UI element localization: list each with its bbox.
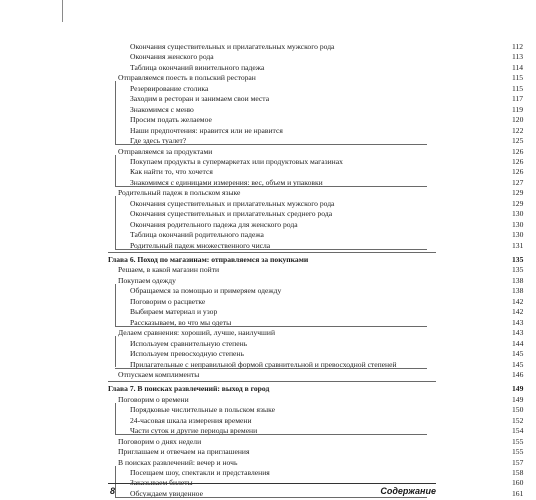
toc-entry-title: Посещаем шоу, спектакли и представления [130, 468, 270, 477]
toc-entry-title: Прилагательные с неправильной формой сравнительной и превосходной степеней [130, 359, 397, 369]
toc-entry-page: 131 [512, 240, 524, 250]
toc-section [118, 275, 524, 286]
toc-subsection [130, 167, 524, 177]
toc-subsection [130, 94, 524, 104]
toc-entry-title: Глава 7. В поисках развлечений: выход в город [108, 384, 270, 394]
toc-entry-page: 127 [512, 177, 524, 187]
toc-subsection [130, 198, 524, 209]
toc-entry-title: Знакомимся с меню [130, 104, 194, 114]
toc-entry-title: Наши предпочтения: нравится или не нравится [130, 125, 283, 135]
toc-entry-page: 157 [512, 457, 524, 467]
toc-subsection [130, 156, 524, 167]
toc-entry-title: Обсуждаем увиденное [130, 488, 203, 498]
toc-entry-title: Таблица окончаний родительного падежа [130, 230, 264, 240]
toc-entry-page: 112 [512, 42, 524, 51]
toc-entry-page: 115 [512, 83, 524, 93]
toc-subsection [130, 230, 524, 240]
toc-entry-page: 115 [512, 73, 524, 83]
running-title: Содержание [380, 486, 436, 496]
section-underline [115, 249, 427, 250]
toc-entry-page: 161 [512, 488, 524, 498]
toc-subsection [130, 296, 524, 307]
toc-entry-title: Родительный падеж в польском языке [118, 188, 241, 198]
toc-subsection [130, 42, 524, 52]
toc-entry-page: 145 [512, 349, 524, 359]
toc-entry-page: 130 [512, 209, 524, 219]
toc-entry-title: Окончания существительных и прилагательных мужского рода [130, 42, 335, 51]
toc-subsection [130, 415, 524, 426]
toc-entry-title: Покупаем одежду [118, 275, 176, 285]
section-bracket [115, 466, 116, 497]
toc-entry-page: 155 [512, 447, 524, 457]
toc-entry-title: Знакомимся с единицами измерения: вес, объем и упаковки [130, 177, 323, 187]
toc-entry-title: Просим подать желаемое [130, 115, 212, 125]
section-bracket [115, 196, 116, 248]
toc-section [118, 188, 524, 198]
toc-subsection [130, 52, 524, 62]
toc-entry-title: Порядковые числительные в польском языке [130, 405, 275, 415]
toc-section [118, 394, 524, 405]
toc-entry-title: 24-часовая шкала измерения времени [130, 415, 252, 425]
toc-entry-page: 143 [512, 328, 524, 338]
toc-entry-page: 129 [512, 198, 524, 208]
toc-subsection [130, 209, 524, 219]
toc-section [118, 265, 524, 275]
toc-subsection [130, 468, 524, 478]
chapter-divider [108, 381, 436, 382]
toc-entry-title: Окончания женского рода [130, 52, 214, 62]
footer-divider [108, 483, 436, 484]
toc-entry-page: 119 [512, 104, 524, 114]
toc-entry-title: Рассказываем, во что мы одеты [130, 317, 232, 327]
toc-section [118, 328, 524, 338]
toc-entry-title: Родительный падеж множественного числа [130, 240, 271, 250]
toc-entry-title: Окончания существительных и прилагательных мужского рода [130, 198, 335, 208]
toc-entry-title: Используем сравнительную степень [130, 338, 248, 348]
toc-entry-title: Приглашаем и отвечаем на приглашения [118, 447, 250, 457]
toc-entry-title: Заходим в ресторан и занимаем свои места [130, 94, 270, 104]
section-underline [115, 326, 427, 327]
toc-entry-page: 154 [512, 426, 524, 436]
section-underline [115, 144, 427, 145]
toc-entry-title: Используем превосходную степень [130, 349, 244, 359]
toc-entry-page: 142 [512, 307, 524, 317]
toc-entry-page: 155 [512, 436, 524, 446]
toc-entry-title: Глава 6. Поход по магазинам: отправляемся за покупками [108, 255, 309, 264]
toc-entry-page: 120 [512, 115, 524, 125]
toc-section [118, 447, 524, 457]
toc-entry-page: 126 [512, 156, 524, 166]
section-underline [115, 497, 427, 498]
toc-entry-page: 114 [512, 62, 524, 72]
toc-subsection [130, 62, 524, 73]
toc-entry-page: 122 [512, 125, 524, 135]
toc-subsection [130, 307, 524, 317]
toc-entry-page: 130 [512, 230, 524, 240]
toc-entry-page: 126 [512, 146, 524, 156]
toc-entry-title: Выбираем материал и узор [130, 307, 218, 317]
section-underline [115, 368, 427, 369]
toc-entry-page: 143 [512, 317, 524, 327]
toc-chapter [108, 255, 524, 265]
toc-subsection [130, 219, 524, 230]
toc-subsection [130, 405, 524, 415]
toc-entry-title: Делаем сравнения: хороший, лучше, наилучший [118, 328, 276, 338]
toc-subsection [130, 349, 524, 359]
toc-section [118, 146, 524, 157]
section-underline [115, 186, 427, 187]
toc-entry-page: 113 [512, 52, 524, 62]
toc-entry-title: Как найти то, что хочется [130, 167, 213, 177]
toc-entry-page: 150 [512, 405, 524, 415]
toc-entry-page: 152 [512, 415, 524, 425]
toc-entry-page: 135 [512, 265, 524, 275]
section-underline [115, 434, 427, 435]
toc-section [118, 436, 524, 447]
toc-entry-title: Окончания родительного падежа для женского рода [130, 219, 298, 229]
toc-entry-page: 138 [512, 286, 524, 296]
toc-entry-page: 130 [512, 219, 524, 229]
toc-entry-title: Части суток и другие периоды времени [130, 426, 258, 436]
section-bracket [115, 284, 116, 326]
toc-entry-title: Где здесь туалет? [130, 136, 187, 146]
toc-entry-title: Резервирование столика [130, 83, 209, 93]
toc-chapter [108, 384, 524, 394]
toc-subsection [130, 125, 524, 136]
toc-entry-title: Покупаем продукты в супермаркетах или продуктовых магазинах [130, 156, 343, 166]
toc-entry-title: Заказываем билеты [130, 478, 193, 488]
toc-section [118, 73, 524, 83]
toc-entry-page: 138 [512, 275, 524, 285]
toc-subsection [130, 104, 524, 115]
toc-entry-title: Отправляемся поесть в польский ресторан [118, 73, 256, 83]
toc-entry-title: Поговорим о расцветке [130, 296, 206, 306]
chapter-divider [108, 252, 436, 253]
toc-entry-page: 125 [512, 136, 524, 146]
toc-entry-page: 145 [512, 359, 524, 369]
toc-entry-title: Отправляемся за продуктами [118, 146, 213, 156]
toc-subsection [130, 286, 524, 296]
section-bracket [115, 81, 116, 144]
toc-entry-page: 149 [512, 394, 524, 404]
toc-entry-title: Поговорим о днях недели [118, 436, 202, 446]
toc-subsection [130, 83, 524, 94]
toc-subsection [130, 338, 524, 349]
toc-section [118, 369, 524, 380]
toc-entry-page: 160 [512, 478, 524, 488]
page-number: 8 [110, 486, 116, 496]
toc-entry-title: Обращаемся за помощью и примеряем одежду [130, 286, 282, 296]
section-bracket [115, 336, 116, 367]
toc-entry-page: 142 [512, 296, 524, 306]
toc-entry-title: В поисках развлечений: вечер и ночь [118, 457, 238, 467]
toc-entry-title: Решаем, в какой магазин пойти [118, 265, 220, 275]
section-bracket [115, 403, 116, 434]
toc-entry-page: 149 [512, 384, 524, 394]
toc-entry-page: 126 [512, 167, 524, 177]
toc-entry-title: Поговорим о времени [118, 394, 189, 404]
toc-entry-title: Окончания существительных и прилагательных среднего рода [130, 209, 333, 219]
toc-entry-page: 144 [512, 338, 524, 348]
toc-section [118, 457, 524, 468]
section-bracket [115, 155, 116, 186]
toc-entry-title: Таблица окончаний винительного падежа [130, 62, 265, 72]
toc-entry-title: Отпускаем комплименты [118, 369, 200, 379]
toc-entry-page: 135 [512, 255, 524, 264]
toc-entry-page: 129 [512, 188, 524, 198]
toc-entry-page: 158 [512, 468, 524, 477]
toc-entry-page: 117 [512, 94, 524, 104]
toc-entry-page: 146 [512, 369, 524, 379]
toc-subsection [130, 115, 524, 125]
